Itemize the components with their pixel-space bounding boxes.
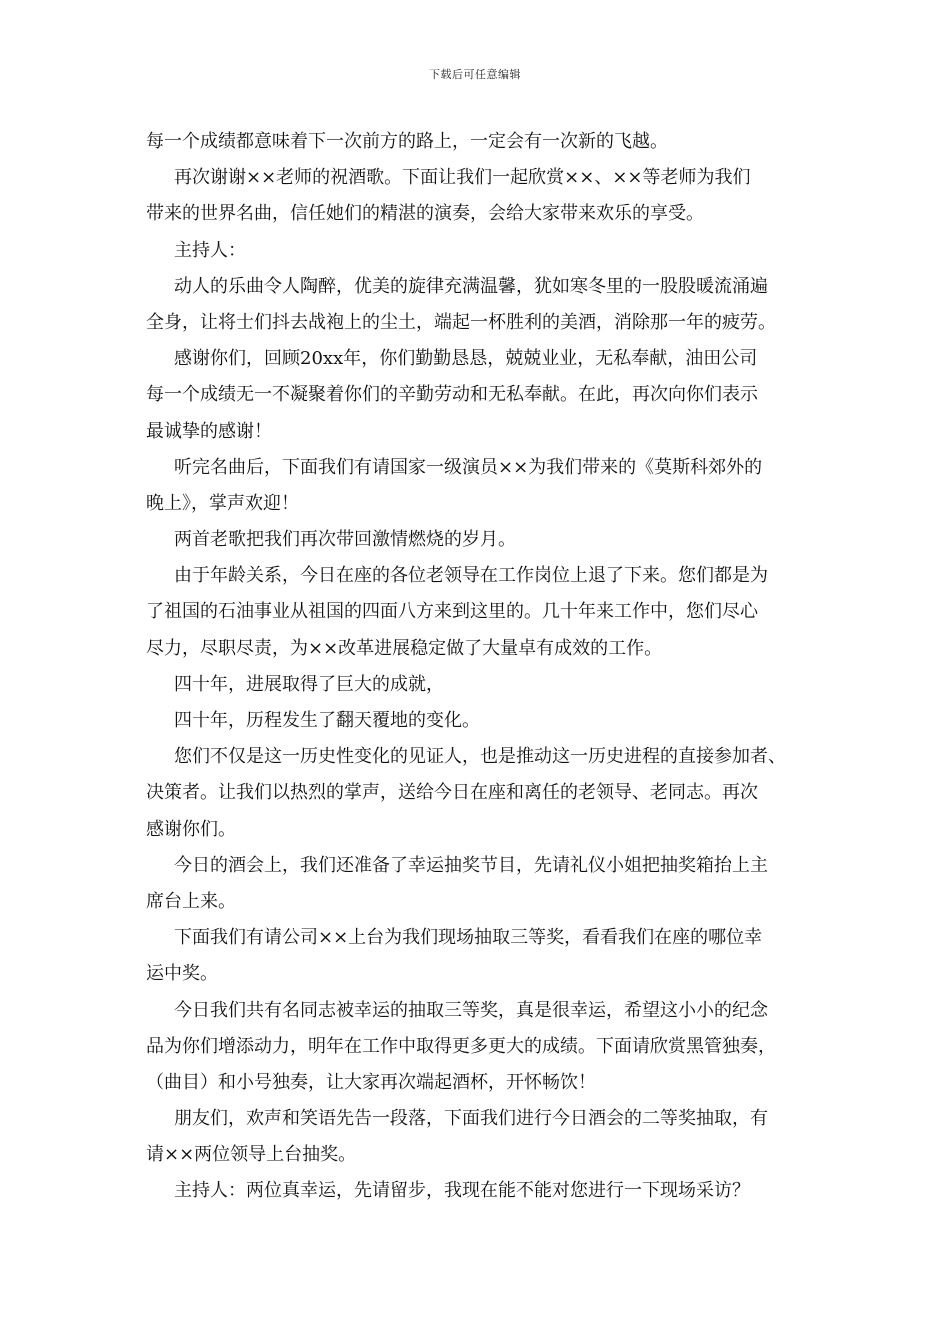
- text-line: 您们不仅是这一历史性变化的见证人，也是推动这一历史进程的直接参加者、: [174, 746, 786, 768]
- text-line: 最诚挚的感谢！: [146, 420, 272, 442]
- text-line: 每一个成绩无一不凝聚着你们的辛勤劳动和无私奉献。在此，再次向你们表示: [146, 384, 758, 406]
- text-line: 四十年，历程发生了翻天覆地的变化。: [174, 710, 480, 731]
- text-line: 带来的世界名曲，信任她们的精湛的演奏，会给大家带来欢乐的享受。: [146, 203, 704, 225]
- text-line: 主持人：: [174, 239, 246, 261]
- text-line: 今日的酒会上，我们还准备了幸运抽奖节目，先请礼仪小姐把抽奖箱抬上主: [174, 854, 768, 876]
- text-line: 再次谢谢××老师的祝酒歌。下面让我们一起欣赏××、××等老师为我们: [174, 167, 751, 189]
- text-line: 每一个成绩都意味着下一次前方的路上，一定会有一次新的飞越。: [146, 131, 668, 152]
- document-body: [146, 124, 806, 1210]
- text-line: 两首老歌把我们再次带回激情燃烧的岁月。: [174, 529, 516, 551]
- text-line: 四十年，进展取得了巨大的成就，: [174, 673, 444, 695]
- text-line: 今日我们共有名同志被幸运的抽取三等奖，真是很幸运，希望这小小的纪念: [174, 999, 768, 1021]
- text-line: 全身，让将士们抖去战袍上的尘土，端起一杯胜利的美酒，消除那一年的疲劳。: [146, 311, 776, 333]
- text-line: 感谢你们，回顾20xx年，你们勤勤恳恳，兢兢业业，无私奉献，油田公司: [174, 348, 758, 370]
- text-line: 决策者。让我们以热烈的掌声，送给今日在座和离任的老领导、老同志。再次: [146, 782, 758, 804]
- text-line: 听完名曲后，下面我们有请国家一级演员××为我们带来的《莫斯科郊外的: [174, 456, 763, 478]
- text-line: 运中奖。: [146, 963, 218, 985]
- text-line: 请××两位领导上台抽奖。: [146, 1144, 357, 1166]
- text-line: 尽力，尽职尽责，为××改革进展稳定做了大量卓有成效的工作。: [146, 637, 663, 659]
- text-line: 由于年龄关系，今日在座的各位老领导在工作岗位上退了下来。您们都是为: [174, 565, 768, 587]
- text-line: 下面我们有请公司××上台为我们现场抽取三等奖，看看我们在座的哪位幸: [174, 927, 763, 949]
- page-header: 下载后可任意编辑: [429, 68, 521, 81]
- text-line: 主持人：两位真幸运，先请留步，我现在能不能对您进行一下现场采访？: [174, 1180, 750, 1202]
- text-line: 晚上》，掌声欢迎！: [146, 492, 299, 514]
- text-line: 感谢你们。: [146, 818, 236, 840]
- text-line: 了祖国的石油事业从祖国的四面八方来到这里的。几十年来工作中，您们尽心: [146, 601, 758, 623]
- text-line: 席台上来。: [146, 890, 236, 912]
- text-line: 朋友们，欢声和笑语先告一段落，下面我们进行今日酒会的二等奖抽取，有: [174, 1108, 768, 1130]
- text-line: 动人的乐曲令人陶醉，优美的旋律充满温馨，犹如寒冬里的一股股暖流涌遍: [174, 275, 768, 297]
- text-line: 品为你们增添动力，明年在工作中取得更多更大的成绩。下面请欣赏黑管独奏，: [146, 1035, 776, 1057]
- text-line: （曲目）和小号独奏，让大家再次端起酒杯，开怀畅饮！: [146, 1071, 596, 1093]
